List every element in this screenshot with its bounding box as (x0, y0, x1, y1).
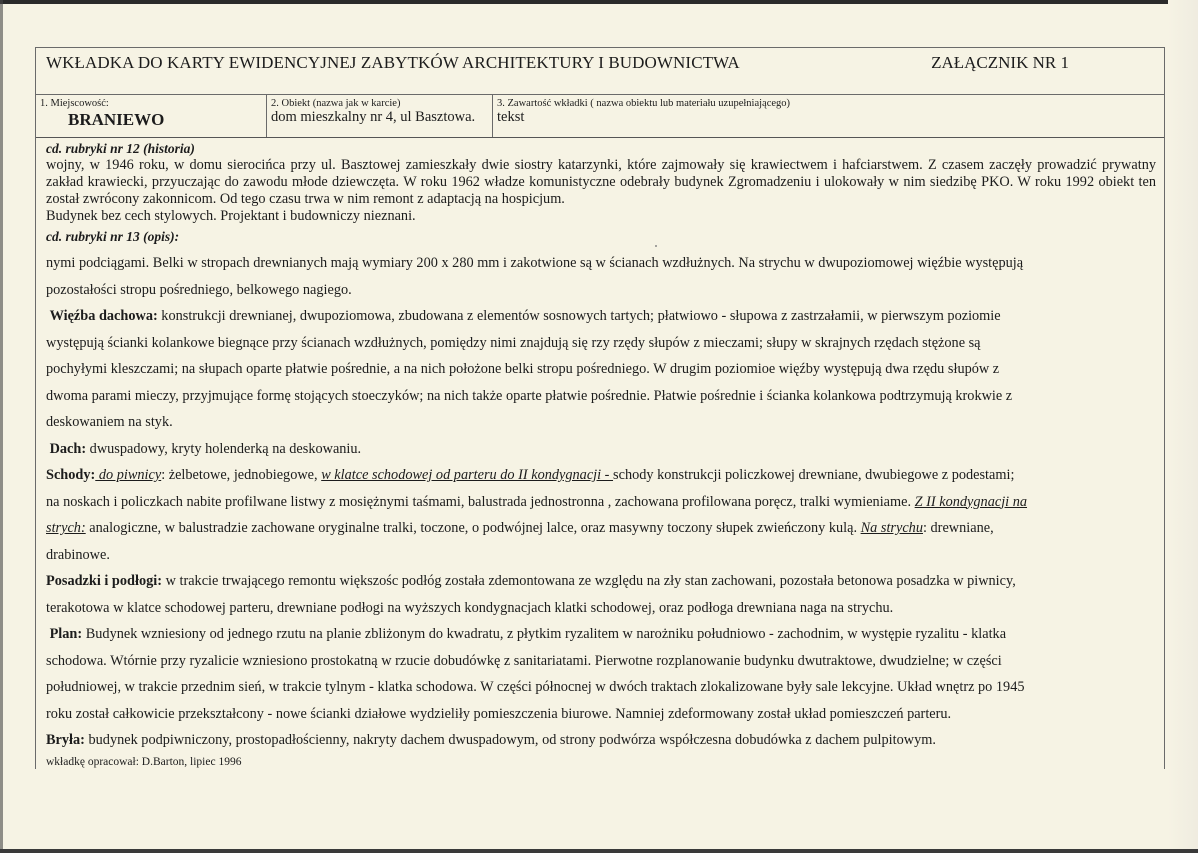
scan-edge-top (0, 0, 1198, 4)
history-heading: cd. rubryki nr 12 (historia) (46, 141, 195, 156)
stairs-text: analogiczne, w balustradzie zachowane oryginalne tralki, toczone, o podwójnej lalce, oraz masywny toczony słupek zwieńczony kulą. (85, 520, 861, 536)
description-line: dwoma parami mieczy, przyjmujące formę stojących stoeczyków; na nich także oparte płatwie pośrednie. Płatwie pośrednie i ścianka kolankowa podtrzymują krokwie z (46, 387, 1013, 404)
floors-label: Posadzki i podłogi: (46, 573, 162, 589)
roof-truss-text: konstrukcji drewnianej, dwupoziomowa, zbudowana z elementów sosnowych tartych; płatwiowo - słupowa z zastrzałamii, w pierwszym poziomie (157, 308, 1001, 324)
description-line: roku został całkowicie przekształcony - nowe ścianki działowe wydzieliły pomieszczenia biurowe. Namniej zdeformowany został układ pomieszczeń parteru. (46, 705, 952, 722)
field-content (493, 95, 1164, 137)
content-value: tekst (497, 109, 525, 125)
stairs-text: : drewniane, (922, 520, 994, 536)
scan-edge-bottom (0, 849, 1198, 853)
locality-label: 1. Miejscowość: (40, 98, 109, 109)
description-line: pochyłymi kleszczami; na słupach oparte płatwie pośrednie, a na nich położone belki stropu pośredniego. W drugim poziomioe więźby występują dwa rzędu słupów z (46, 361, 1000, 377)
history-paragraph: wojny, w 1946 roku, w domu sierocińca przy ul. Basztowej zamieszkały dwie siostry katarzynki, które zajmowały się krawiectwem i hafciarstwem. Z czasem zaczęły prowadzić prywatny zakład krawiecki, przyuczając do zawodu młode dziewczęta. W roku 1962 władze komunistyczne odebrały budynek Zgromadzeniu i ulokowały w nim siedzibę PKO. W roku 1992 obiekt ten został zwrócony zakonnicom. Od tego czasu trwa w nim remont z adaptacją na hospicjum. (46, 157, 1156, 207)
description-line: terakotowa w klatce schodowej parteru, drewniane podłogi na wyższych kondygnacjach klatki schodowej, oraz podłoga drewniana naga na strychu. (46, 599, 894, 616)
history-section (46, 140, 1156, 245)
field-locality (36, 95, 267, 137)
scan-edge-right (1168, 0, 1198, 853)
record-card-insert (35, 47, 1165, 769)
stairs-text: : żelbetowe, jednobiegowe, (161, 467, 322, 483)
roof-label: Dach: (49, 440, 87, 457)
locality-value: BRANIEWO (68, 110, 165, 129)
plan-text: Budynek wzniesiony od jednego rzutu na planie zbliżonym do kwadratu, z płytkim ryzalitem w narożniku południowo - zachodnim, w występie ryzalitu - klatka (82, 626, 1007, 642)
roof-text: dwuspadowy, kryty holenderką na deskowaniu. (86, 440, 362, 457)
description-line: nymi podciągami. Belki w stropach drewnianych mają wymiary 200 x 280 mm i zakotwione są w ścianach wzdłużnych. Na strychu w dwupoziomowej więźbie występują (46, 255, 1024, 271)
floors-line (46, 568, 1156, 595)
description-line: pozostałości stropu pośredniego, belkowego nagiego. (46, 281, 352, 298)
mass-label: Bryła: (46, 732, 85, 748)
object-label: 2. Obiekt (nazwa jak w karcie) (271, 98, 401, 109)
stairs-staircase-subhead: w klatce schodowej od parteru do II kondygnacji - (321, 467, 614, 483)
stairs-line (46, 515, 1156, 542)
annex-number: ZAŁĄCZNIK NR 1 (931, 53, 1069, 72)
mass-line (46, 727, 1156, 754)
stairs-line (46, 489, 1156, 516)
stairs-label: Schody: (46, 467, 96, 483)
roof-truss-line (46, 303, 1156, 330)
stairs-attic-subhead: Z II kondygnacji na (914, 493, 1028, 510)
plan-label: Plan: (49, 626, 83, 642)
history-paragraph: Budynek bez cech stylowych. Projektant i budowniczy nieznani. (46, 208, 416, 224)
stairs-text: na noskach i policzkach nabite profilwane listwy z mosiężnymi taśmami, balustrada jednostronna , zachowana profilowana poręcz, tralki wymieniame. (46, 493, 915, 510)
plan-line (46, 621, 1156, 648)
document-body (36, 138, 1164, 769)
stairs-line (46, 462, 1156, 489)
description-line: drabinowe. (46, 546, 110, 563)
title-row (36, 48, 1164, 95)
stairs-in-attic-subhead: Na strychu (860, 520, 923, 536)
object-value: dom mieszkalny nr 4, ul Basztowa. (271, 109, 476, 125)
description-line: deskowaniem na styk. (46, 414, 173, 430)
roof-line (46, 436, 1156, 463)
content-label: 3. Zawartość wkładki ( nazwa obiektu lub materiału uzupełniającego) (497, 98, 791, 109)
stairs-attic-subhead-cont: strych: (46, 520, 86, 536)
stairs-basement-subhead: do piwnicy (95, 467, 162, 483)
roof-truss-label: Więźba dachowa: (49, 308, 158, 324)
document-title: WKŁADKA DO KARTY EWIDENCYJNEJ ZABYTKÓW ARCHITEKTURY I BUDOWNICTWA (46, 53, 740, 72)
mass-text: budynek podpiwniczony, prostopadłościenny, nakryty dachem dwuspadowym, od strony podwórza współczesna dobudówka z dachem pulpitowym. (84, 732, 936, 748)
description-section (46, 250, 1156, 754)
description-line: schodowa. Wtórnie przy ryzalicie wzniesiono prostokatną w rzucie dobudówkę z sanitariatami. Pierwotne rozplanowanie budynku dwutraktowe, dwudzielne; w części (46, 652, 1002, 669)
field-object (267, 95, 493, 137)
description-heading: cd. rubryki nr 13 (opis): (46, 229, 180, 244)
fields-row (36, 95, 1164, 138)
description-line: południowej, w trakcie przednim sień, w trakcie tylnym - klatka schodowa. W części północnej w dwóch traktach zlokalizowane były sale lekcyjne. Układ wnętrz po 1945 (46, 679, 1025, 695)
author-note: wkładkę opracował: D.Barton, lipiec 1996 (46, 755, 242, 768)
scan-edge-left (0, 0, 3, 853)
floors-text: w trakcie trwającego remontu większośc podłóg została zdemontowana ze względu na zły stan zachowani, pozostała betonowa posadzka w piwnicy, (162, 573, 1016, 589)
description-line: występują ścianki kolankowe biegnące przy ścianach wzdłużnych, pomiędzy nimi znajdują się rzy rzędy słupów z mieczami; słupy w skrajnych rzędach stężone są (46, 334, 981, 351)
stairs-text: schody konstrukcji policzkowej drewniane, dwubiegowe z podestami; (613, 467, 1015, 483)
